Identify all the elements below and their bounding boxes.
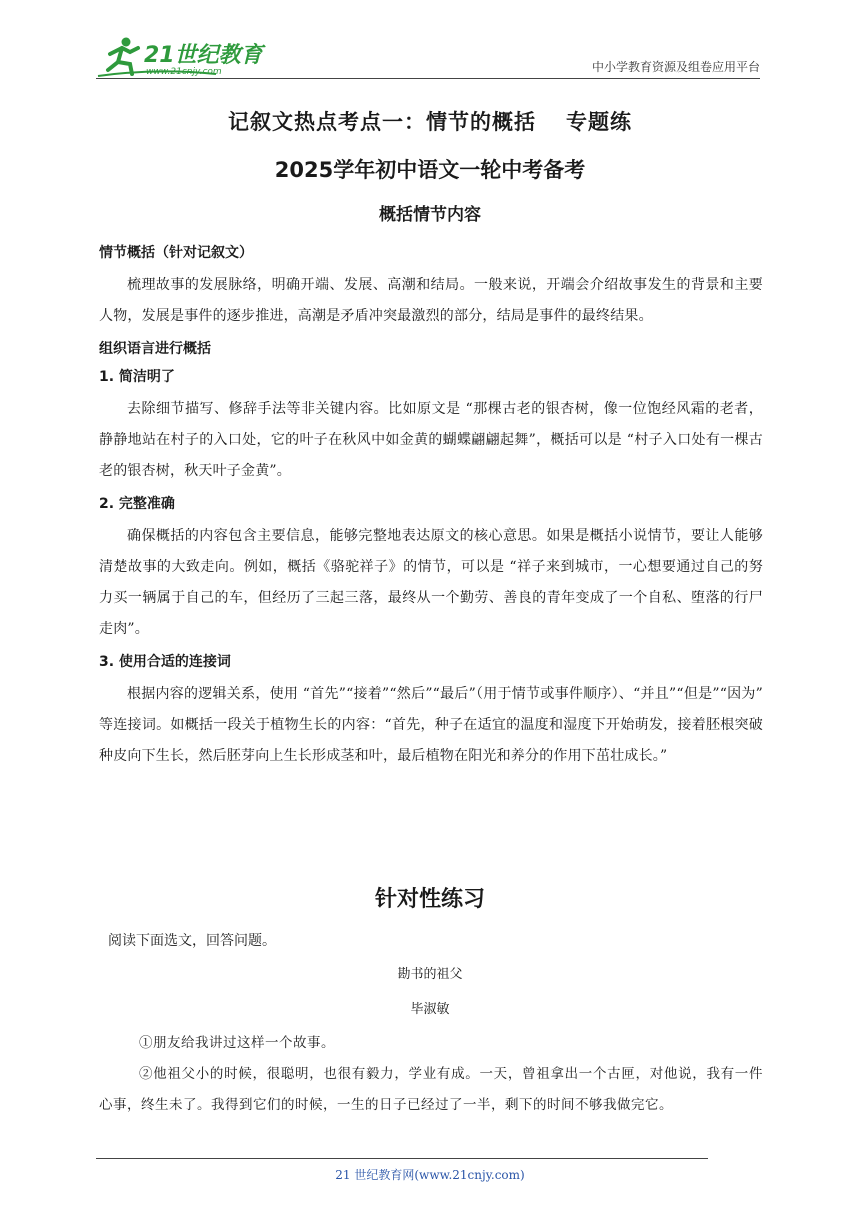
practice-title: 针对性练习 (374, 887, 485, 912)
story-text (99, 1028, 763, 1121)
section-heading: 2. 完整准确 (99, 496, 175, 512)
section-heading: 情节概括（针对记叙文） (99, 245, 253, 261)
section-paragraph: 确保概括的内容包含主要信息，能够完整地表达原文的核心意思。如果是概括小说情节，要让人能够清楚故事的大致走向。例如，概括《骆驼祥子》的情节，可以是 “祥子来到城市，一心想要通过自己的努力买一辆属于自己的车，但经历了三起三落，最终从一个勤劳、善良的青年变成了一个自私、堕落的行尸走肉”。 (99, 528, 763, 637)
section-title: 概括情节内容 (379, 205, 481, 225)
section-paragraph: 去除细节描写、修辞手法等非关键内容。比如原文是 “那棵古老的银杏树，像一位饱经风霜的老者，静静地站在村子的入口处，它的叶子在秋风中如金黄的蝴蝶翩翩起舞”，概括可以是 “村子入口处有一棵古老的银杏树，秋天叶子金黄”。 (99, 401, 763, 479)
story-paragraph: ①朋友给我讲过这样一个故事。 (139, 1035, 335, 1051)
site-logo[interactable] (96, 34, 266, 78)
story-author: 毕淑敏 (410, 1002, 450, 1017)
header-divider (96, 78, 760, 79)
document-subtitle: 2025学年初中语文一轮中考备考 (274, 158, 586, 182)
runner-logo-icon (96, 34, 266, 78)
title-main: 记叙文热点考点一：情节的概括 (228, 110, 536, 134)
logo-url: www.21cnjy.com (146, 67, 222, 77)
logo-text: 21世纪教育 (144, 43, 263, 68)
footer-link[interactable]: 21 世纪教育网(www.21cnjy.com) (335, 1168, 525, 1182)
main-content (99, 236, 763, 774)
section-paragraph: 梳理故事的发展脉络，明确开端、发展、高潮和结局。一般来说，开端会介绍故事发生的背景和主要人物，发展是事件的逐步推进，高潮是矛盾冲突最激烈的部分，结局是事件的最终结果。 (99, 277, 763, 324)
footer-divider (96, 1158, 708, 1159)
section-heading: 组织语言进行概括 (99, 341, 211, 357)
section-paragraph: 根据内容的逻辑关系，使用 “首先”“接着”“然后”“最后”（用于情节或事件顺序）、“并且”“但是”“因为” 等连接词。如概括一段关于植物生长的内容：“首先，种子在适宜的温度和湿度下开始萌发，接着胚根突破种皮向下生长，然后胚芽向上生长形成茎和叶，最后植物在阳光和养分的作用下茁壮成长。” (99, 686, 763, 764)
title-suffix: 专题练 (566, 110, 632, 134)
story-title: 勘书的祖父 (397, 967, 463, 982)
platform-name: 中小学教育资源及组卷应用平台 (591, 60, 760, 74)
section-heading: 3. 使用合适的连接词 (99, 654, 231, 670)
practice-intro: 阅读下面选文，回答问题。 (108, 933, 276, 949)
story-paragraph: ②他祖父小的时候，很聪明，也很有毅力，学业有成。一天，曾祖拿出一个古匣，对他说，我有一件心事，终生未了。我得到它们的时候，一生的日子已经过了一半，剩下的时间不够我做完它。 (99, 1066, 763, 1113)
document-title (0, 106, 860, 136)
page-header (96, 34, 760, 80)
section-heading: 1. 简洁明了 (99, 369, 175, 385)
